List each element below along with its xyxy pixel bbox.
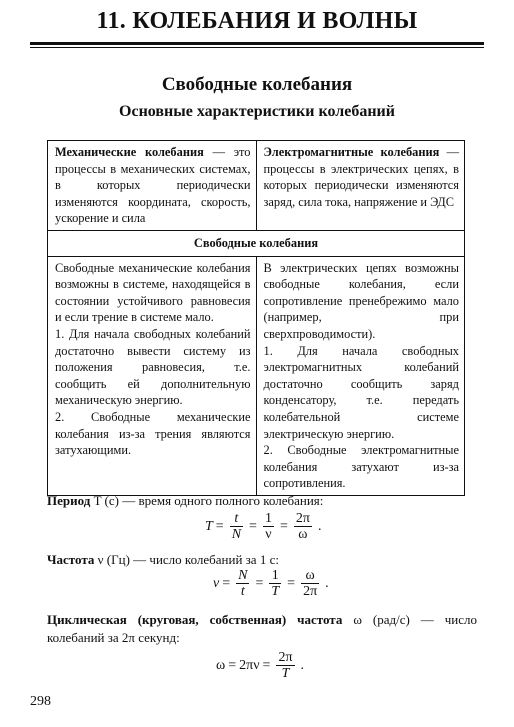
paragraph: 1. Для начала свободных электромагнитных колебаний достаточно сообщить заряд конденсатору, т.е. передать колебательной системе электрическую энергию. [263,343,459,441]
denominator: 2π [303,584,318,599]
fraction [263,511,274,542]
fraction [276,650,294,681]
free-mechanical-cell [48,256,257,495]
period-definition [47,493,477,509]
chapter-rule-thin [30,47,484,48]
denominator: T [281,666,290,681]
numerator: 1 [271,568,279,583]
mechanical-definition-cell [48,141,257,231]
denominator: N [231,527,242,542]
angular-frequency-formula: ω = 2πν = $\frac{2\pi}{T}$ . [216,650,305,681]
fraction [269,568,281,599]
subsection-title: Основные характеристики колебаний [119,103,395,120]
dash: — [439,145,459,159]
electromagnetic-term: Электромагнитные колебания [263,145,440,159]
page-number: 298 [30,694,51,709]
paragraph: В электрических цепях возможны свободные колебания, если сопротивление пренебрежимо мало (например, при сверхпроводимости). [263,260,459,341]
frequency-formula: ν = $\frac{N}{t}$ = $\frac{1}{T}$ = $\frac{\omega}{2\pi}$ . [213,568,329,599]
fraction [294,511,312,542]
mechanical-term: Механические колебания [55,145,204,159]
period-formula: T = $\frac{t}{N}$ = $\frac{1}{\nu}$ = $\frac{2\pi}{\omega}$ . [205,511,322,542]
free-oscillations-header: Свободные колебания [48,230,465,256]
formula-term: 2πν [239,657,260,673]
numerator: 1 [264,511,272,526]
numerator: N [238,568,248,583]
dash: — [203,145,234,159]
denominator: ω [298,527,308,542]
fraction [301,568,319,599]
angular-frequency-definition [47,611,477,647]
denominator: ν [265,527,272,542]
denominator: T [271,584,280,599]
angular-term: Циклическая (круговая, собственная) частота [47,612,343,627]
numerator: ω [305,568,315,583]
paragraph: 2. Свободные механические колебания из-за трения являются затухающими. [55,409,251,458]
angular-rest: ω (рад/с) — число колебаний за 2π секунд: [47,612,478,645]
electromagnetic-definition: процессы в электрических цепях, в которых периодически изменяются заряд, сила тока, напряжение и ЭДС [263,161,459,209]
paragraph: 2. Свободные электромагнитные колебания затухают из-за сопротивления. [263,443,459,491]
frequency-definition [47,552,477,568]
section-title: Свободные колебания [161,74,353,95]
chapter-rule [30,42,484,45]
frequency-rest: ν (Гц) — число колебаний за 1 с: [94,552,279,567]
table-row [48,256,465,495]
table-row [48,230,465,256]
paragraph: 1. Для начала свободных колебаний достаточно вывести систему из положения равновесия, т.е. сообщить ей дополнительную механическую энергию. [55,326,251,408]
numerator: t [234,511,239,526]
paragraph: Свободные механические колебания возможны в системе, находящейся в состоянии устойчивого равновесия и если трение в системе мало. [55,260,251,325]
fraction [236,568,249,599]
free-electromagnetic-cell [256,256,465,495]
fraction [230,511,243,542]
frequency-term: Частота [47,552,95,567]
mechanical-definition: это процессы в механических системах, в которых периодически изменяются координата, скорость, ускорение и сила [55,145,251,226]
comparison-table [47,140,465,496]
period-rest: T (с) — время одного полного колебания: [90,493,324,508]
table-row [48,141,465,231]
formula-symbol: ν [213,575,220,591]
formula-symbol: ω [216,657,226,673]
numerator: 2π [295,511,310,526]
electromagnetic-definition-cell [256,141,465,231]
period-term: Период [47,493,91,508]
denominator: t [240,584,245,599]
formula-symbol: T [205,518,213,534]
chapter-title: 11. КОЛЕБАНИЯ И ВОЛНЫ [96,8,418,34]
numerator: 2π [278,650,293,665]
